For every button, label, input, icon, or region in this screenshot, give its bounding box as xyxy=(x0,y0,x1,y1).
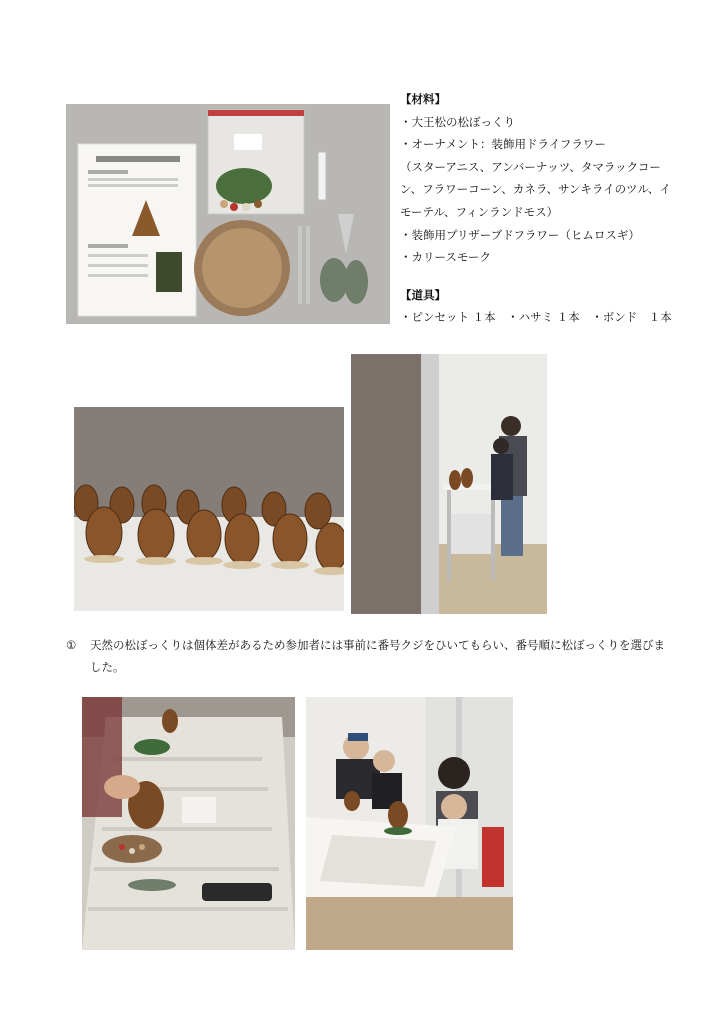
step1-text-line2: した。 xyxy=(90,660,125,674)
tools-section xyxy=(400,284,672,328)
display-table-photo-graphic xyxy=(351,354,547,614)
materials-line: ・大王松の松ぼっくり xyxy=(400,114,515,129)
pinecones-photo-graphic xyxy=(74,407,344,611)
workshop-hands-photo xyxy=(82,697,295,950)
family-workshop-photo xyxy=(306,697,513,950)
materials-line: モーテル、フィンランドモス） xyxy=(400,204,559,219)
family-workshop-photo-graphic xyxy=(306,697,513,950)
materials-header: 【材料】 xyxy=(400,92,446,106)
pinecones-photo xyxy=(74,407,344,611)
display-table-photo xyxy=(351,354,547,614)
materials-line: ・カリースモーク xyxy=(400,250,491,265)
step1-caption xyxy=(66,634,666,678)
materials-photo-graphic xyxy=(66,104,390,324)
tools-header: 【道具】 xyxy=(400,288,446,302)
workshop-hands-photo-graphic xyxy=(82,697,295,950)
materials-line: ・オーナメント：装飾用ドライフラワー xyxy=(400,137,606,152)
tools-line: ・ピンセット １本 ・ハサミ １本 ・ボンド １本 xyxy=(400,310,672,324)
materials-line: （スターアニス、アンバーナッツ、タマラックコー xyxy=(400,159,661,174)
materials-line: ン、フラワーコーン、カネラ、サンキライのツル、イ xyxy=(400,182,671,197)
materials-photo xyxy=(66,104,390,324)
materials-line: ・装飾用プリザーブドフラワー（ヒムロスギ） xyxy=(400,227,640,242)
step-number: ① xyxy=(66,638,77,652)
materials-section xyxy=(400,88,700,269)
step1-text-line1: 天然の松ぼっくりは個体差があるため参加者には事前に番号クジをひいてもらい、番号順に松ぼっくりを選びま xyxy=(90,638,665,652)
